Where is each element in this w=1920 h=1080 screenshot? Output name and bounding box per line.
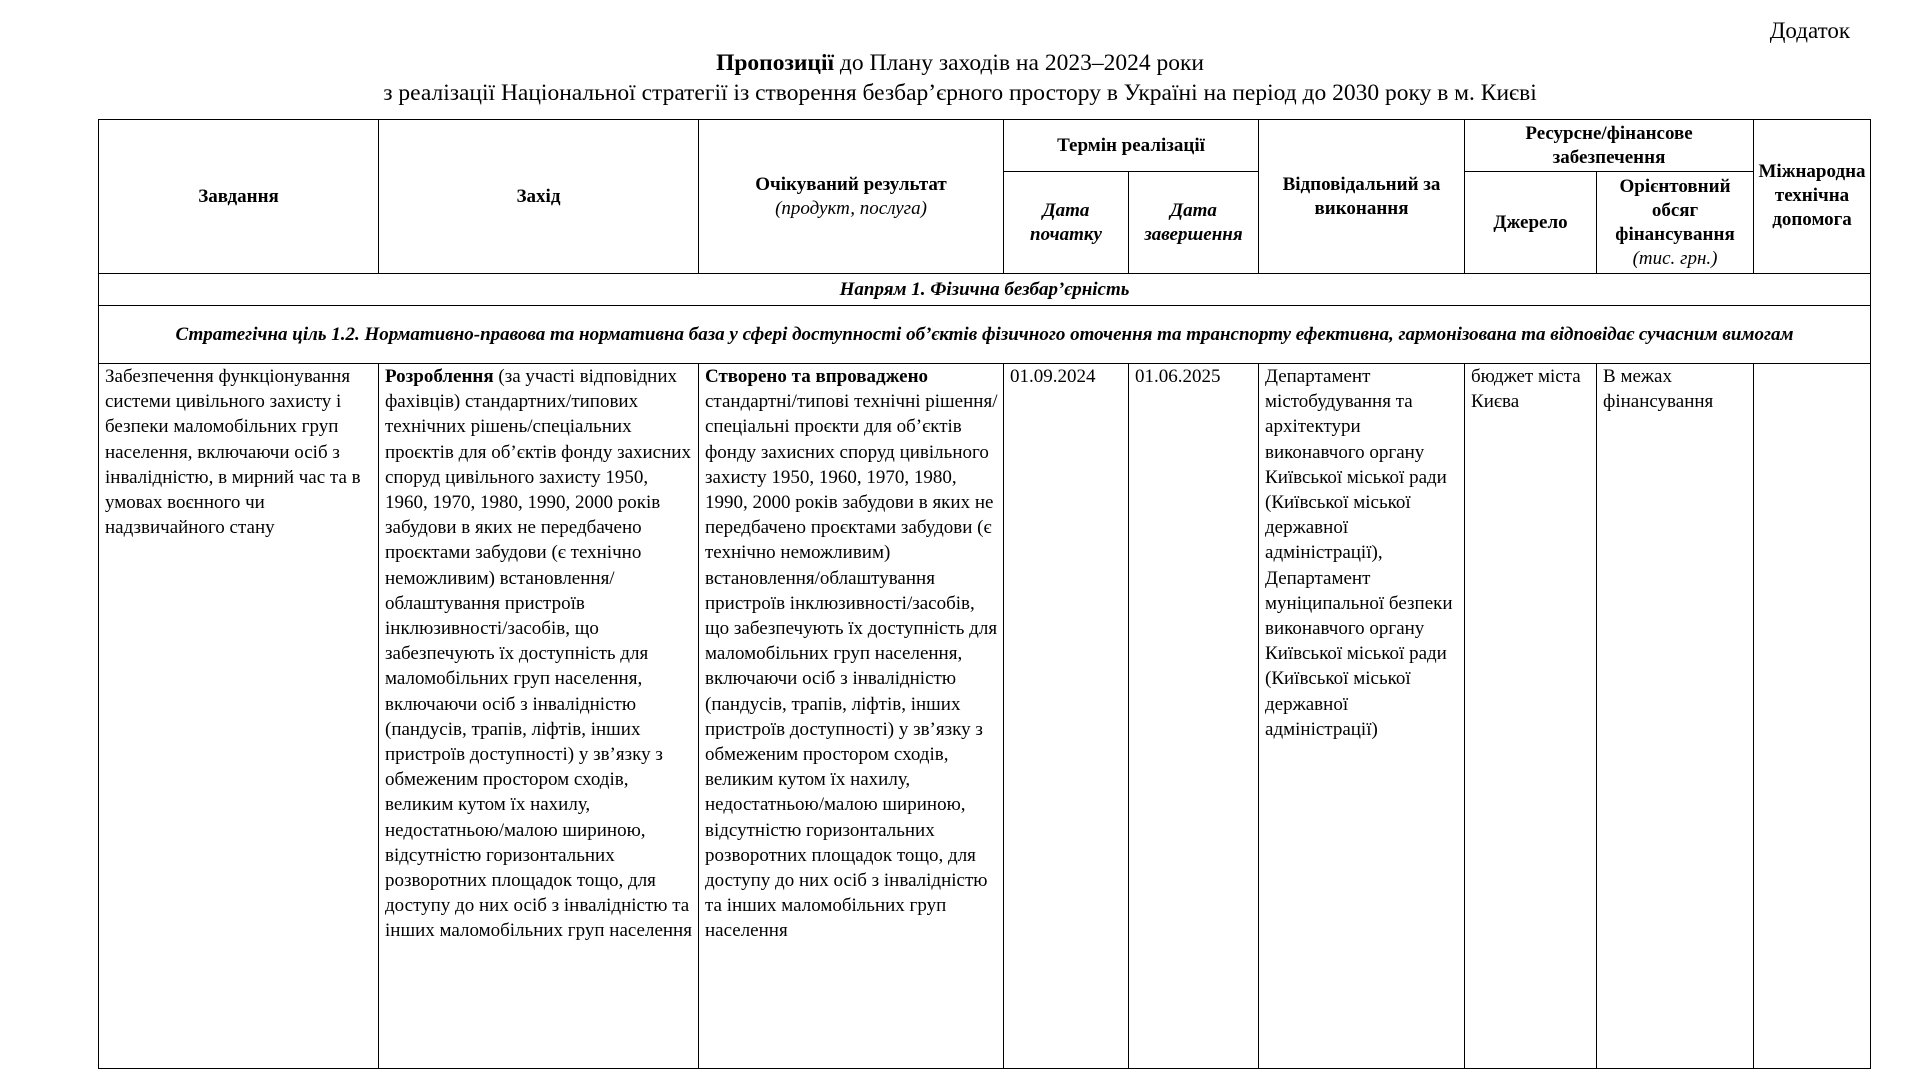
direction-row <box>99 274 1871 306</box>
header-responsible: Відповідальний за виконання <box>1259 120 1465 274</box>
header-result-label: Очікуваний результат <box>755 173 947 195</box>
header-row-1 <box>99 120 1871 172</box>
title-line-2: з реалізації Національної стратегії із створення безбар’єрного простору в Україні на період до 2030 року в м. Києві <box>383 80 1537 106</box>
cell-start: 01.09.2024 <box>1004 364 1129 1069</box>
result-text: стандартні/типові технічні рішення/спеціальні проєкти для об’єктів фонду захисних споруд цивільного захисту 1950, 1960, 1970, 1980, 1990, 2000 років забудови в яких не передбачено проєктами забудови (є технічно неможливим) встановлення/облаштування пристроїв інклюзивності/засобів, що забезпечують їх доступність для маломобільних груп населення, включаючи осіб з інвалідністю (пандусів, трапів, ліфтів, інших пристроїв доступності) у зв’язку з обмеженим простором сходів, великим кутом їх нахилу, недостатньою/малою шириною, відсутністю горизонтальних розворотних площадок тощо, для доступу до них осіб з інвалідністю та інших маломобільних груп населення <box>705 391 998 942</box>
header-end: Дата завершення <box>1129 172 1259 274</box>
header-task: Завдання <box>99 120 379 274</box>
cell-volume: В межах фінансування <box>1597 364 1754 1069</box>
goal-row <box>99 306 1871 364</box>
cell-source: бюджет міста Києва <box>1465 364 1597 1069</box>
header-start: Дата початку <box>1004 172 1129 274</box>
header-volume-label: Орієнтовний обсяг фінансування <box>1615 175 1735 245</box>
direction-cell: Напрям 1. Фізична безбар’єрність <box>99 274 1871 306</box>
title-bold: Пропозиції <box>716 50 835 76</box>
goal-cell: Стратегічна ціль 1.2. Нормативно-правова та нормативна база у сфері доступності об’єктів фізичного оточення та транспорту ефективна, гармонізована та відповідає сучасним вимогам <box>99 306 1871 364</box>
cell-responsible: Департамент містобудування та архітектури виконавчого органу Київської міської ради (Київської міської державної адміністрації), Департамент муніципальної безпеки виконавчого органу Київської міської ради (Київської міської державної адміністрації) <box>1259 364 1465 1069</box>
header-intl: Міжнародна технічна допомога <box>1754 120 1871 274</box>
annex-label: Додаток <box>1769 18 1850 43</box>
header-source: Джерело <box>1465 172 1597 274</box>
document-title <box>0 48 1920 108</box>
title-line-1-rest: до Плану заходів на 2023–2024 роки <box>834 50 1204 76</box>
header-result-sub: (продукт, послуга) <box>775 197 927 219</box>
header-result <box>699 120 1004 274</box>
header-volume-sub: (тис. грн.) <box>1632 247 1718 269</box>
title-line-1 <box>0 48 1920 78</box>
header-resources: Ресурсне/фінансове забезпечення <box>1465 120 1754 172</box>
result-lead: Створено та впроваджено <box>705 366 929 387</box>
header-volume <box>1597 172 1754 274</box>
measure-text: (за участі відповідних фахівців) стандартних/типових технічних рішень/спеціальних проєктів для об’єктів фонду захисних споруд цивільного захисту 1950, 1960, 1970, 1980, 1990, 2000 років забудови в яких не передбачено проєктами забудови (є технічно неможливим) встановлення/облаштування пристроїв інклюзивності/засобів, що забезпечують їх доступність для маломобільних груп населення, включаючи осіб з інвалідністю (пандусів, трапів, ліфтів, інших пристроїв доступності) у зв’язку з обмеженим простором сходів, великим кутом їх нахилу, недостатньою/малою шириною, відсутністю горизонтальних розворотних площадок тощо, для доступу до них осіб з інвалідністю та інших маломобільних груп населення <box>385 366 692 942</box>
plan-table <box>98 119 1871 1069</box>
header-measure: Захід <box>379 120 699 274</box>
cell-end: 01.06.2025 <box>1129 364 1259 1069</box>
table-row <box>99 364 1871 1069</box>
cell-intl <box>1754 364 1871 1069</box>
measure-lead: Розроблення <box>385 366 494 387</box>
cell-task: Забезпечення функціонування системи цивільного захисту і безпеки маломобільних груп населення, включаючи осіб з інвалідністю, в мирний час та в умовах воєнного чи надзвичайного стану <box>99 364 379 1069</box>
cell-measure <box>379 364 699 1069</box>
header-term: Термін реалізації <box>1004 120 1259 172</box>
cell-result <box>699 364 1004 1069</box>
